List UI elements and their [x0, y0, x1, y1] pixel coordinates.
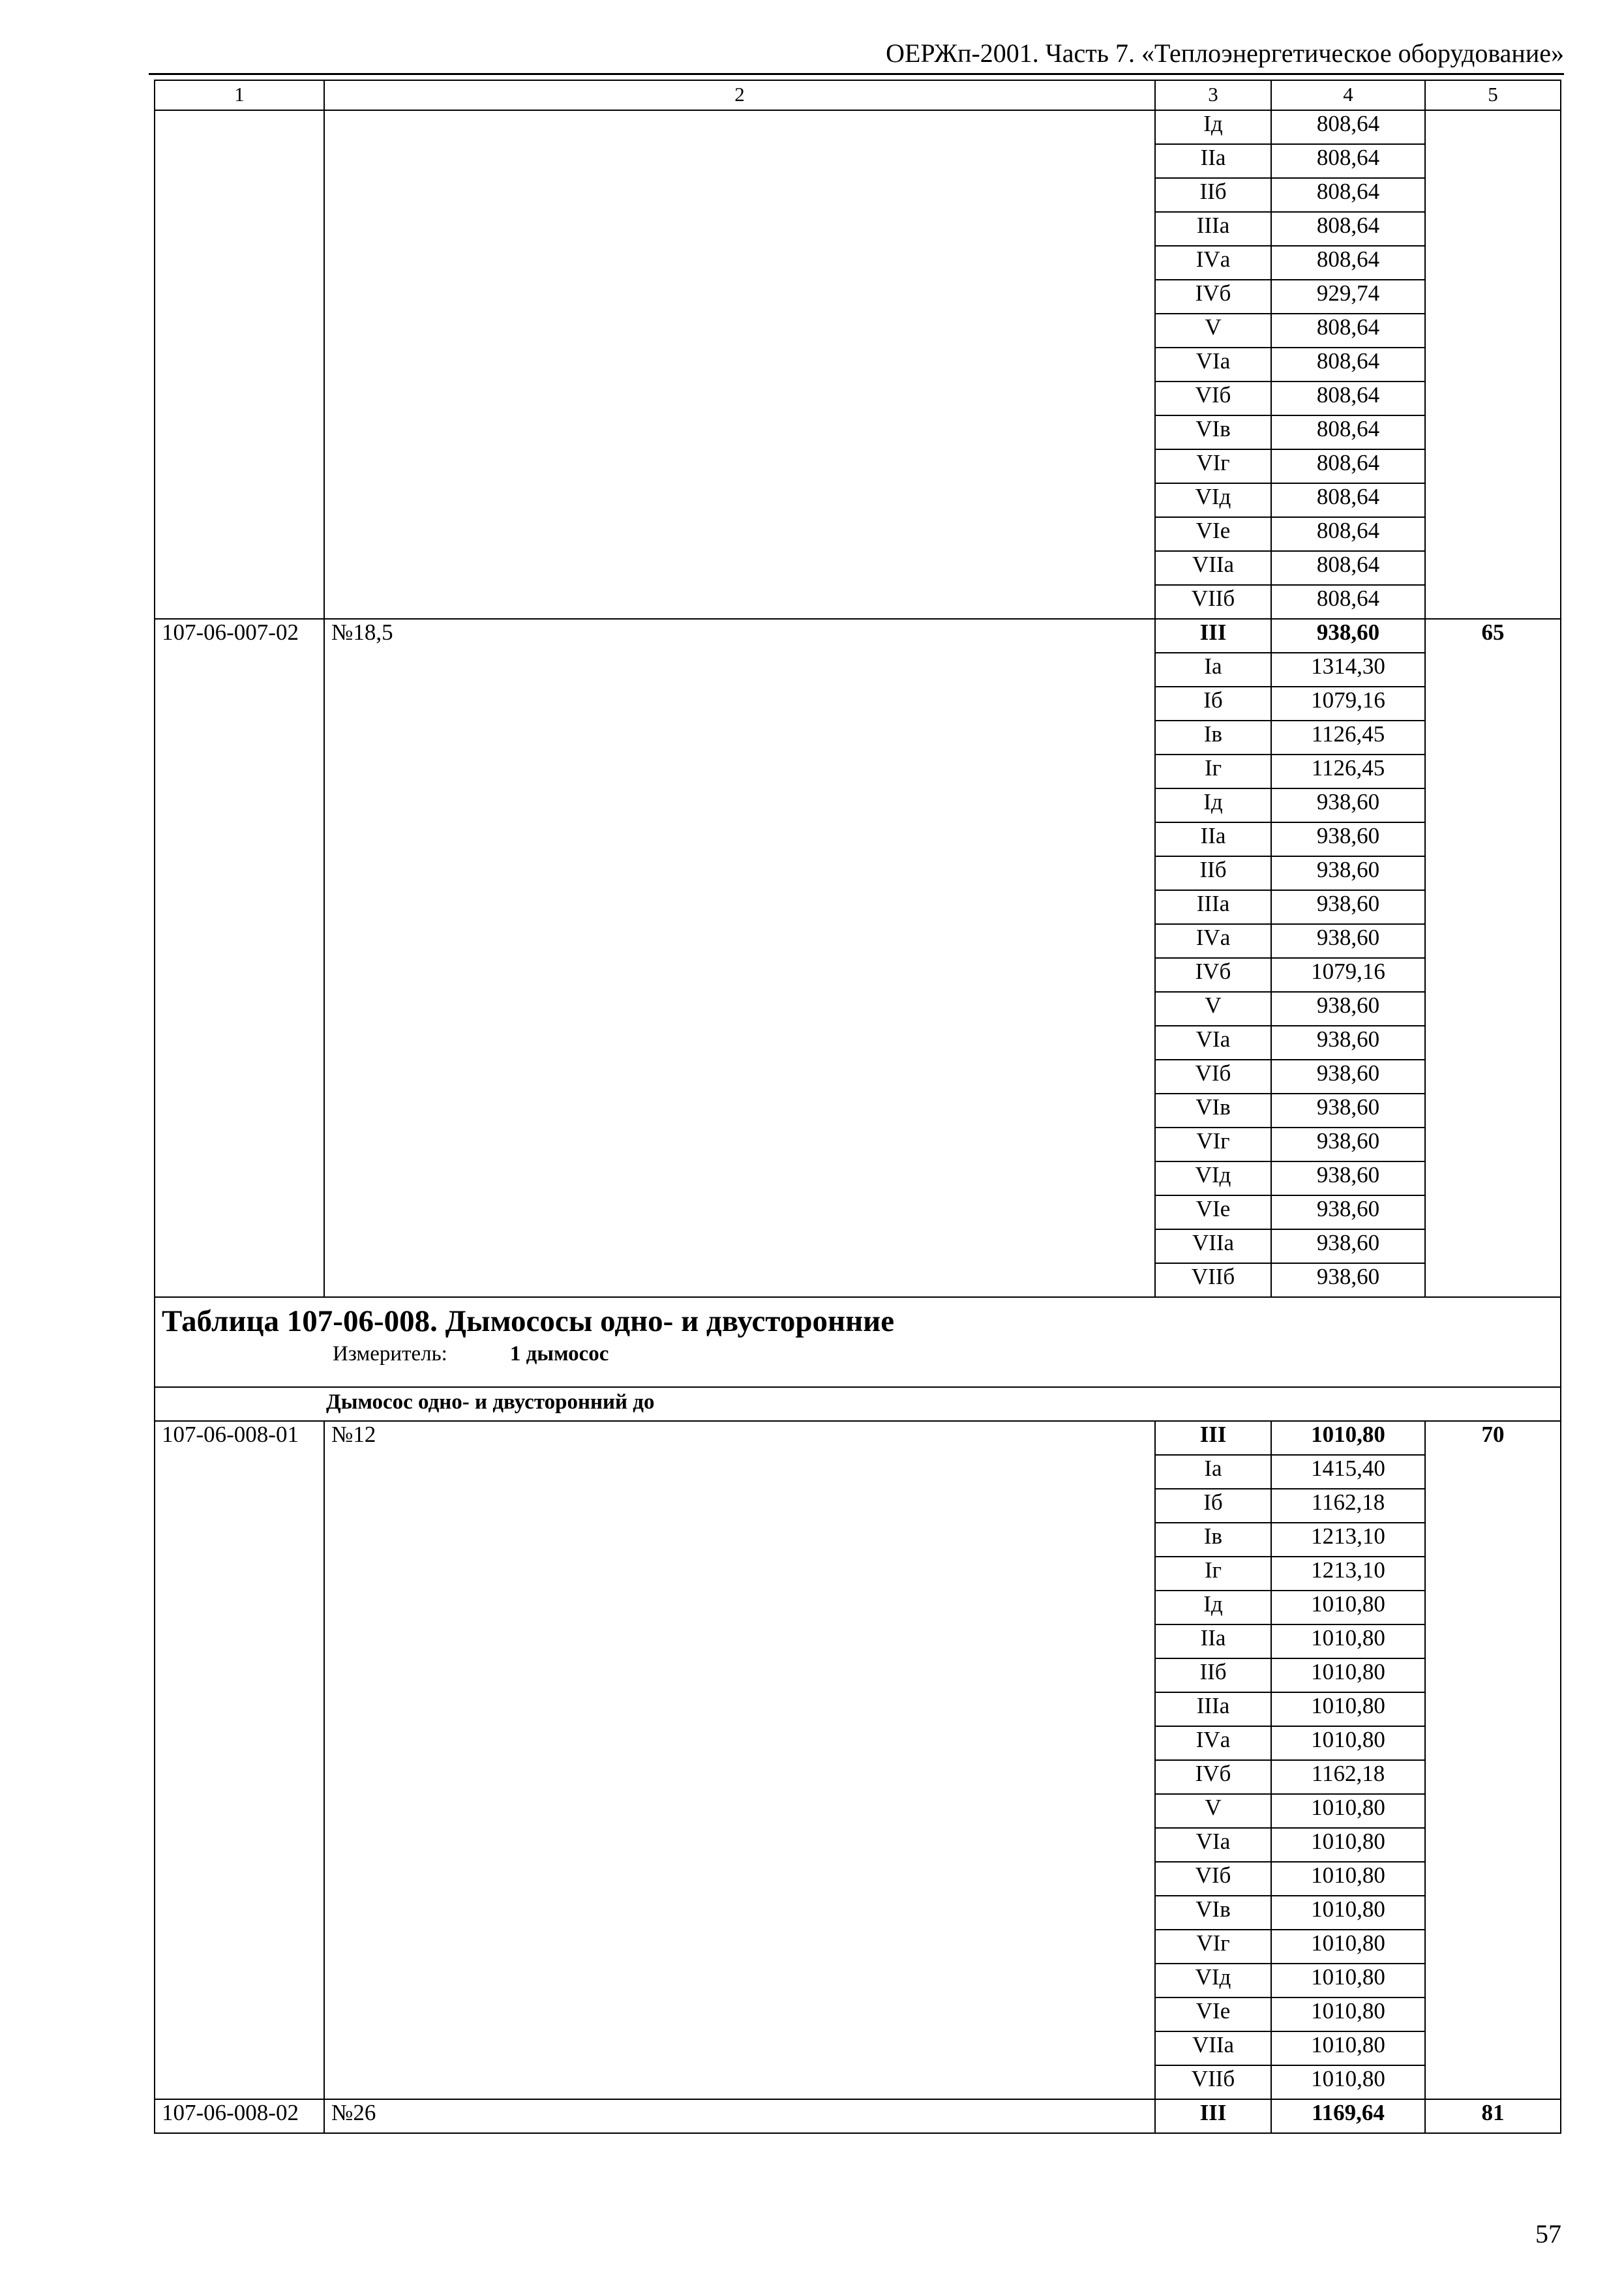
table-title-cell [155, 1297, 1561, 1387]
rate-value: 1010,80 [1271, 1692, 1425, 1726]
zone-code: Iв [1155, 721, 1271, 755]
rate-name: №26 [324, 2099, 1155, 2133]
rate-value: 808,64 [1271, 483, 1425, 517]
rates-table [154, 80, 1561, 2134]
zone-code: IVа [1155, 1726, 1271, 1760]
column-number: 3 [1155, 80, 1271, 110]
zone-code: VIа [1155, 348, 1271, 382]
zone-code: Iд [1155, 788, 1271, 822]
table-row [155, 1421, 1561, 1455]
rate-value: 1079,16 [1271, 958, 1425, 992]
zone-code: VIб [1155, 382, 1271, 415]
rate-value: 938,60 [1271, 1026, 1425, 1060]
rate-name: №12 [324, 1421, 1155, 2099]
column-number: 2 [324, 80, 1155, 110]
zone-code: VIа [1155, 1828, 1271, 1862]
rate-code: 107-06-008-01 [155, 1421, 324, 2099]
rate-value: 1010,80 [1271, 1658, 1425, 1692]
rate-value: 1010,80 [1271, 2065, 1425, 2099]
rate-value: 808,64 [1271, 246, 1425, 280]
rate-code [155, 110, 324, 619]
zone-code: Iд [1155, 110, 1271, 144]
rate-value: 1126,45 [1271, 755, 1425, 788]
zone-code: Iг [1155, 1557, 1271, 1591]
rate-value: 938,60 [1271, 1195, 1425, 1229]
zone-code: VIIа [1155, 1229, 1271, 1263]
zone-code: VIд [1155, 1964, 1271, 1997]
rate-value: 938,60 [1271, 822, 1425, 856]
zone-code: VIд [1155, 1161, 1271, 1195]
zone-code: VIв [1155, 1896, 1271, 1930]
rate-value: 808,64 [1271, 382, 1425, 415]
zone-code: Iа [1155, 1455, 1271, 1489]
page-number: 57 [1535, 2219, 1561, 2249]
zone-code: IIа [1155, 144, 1271, 178]
labor-value [1425, 110, 1561, 619]
subsection-row [155, 1387, 1561, 1421]
unit-line [162, 1339, 1554, 1368]
zone-code: VIб [1155, 1060, 1271, 1094]
zone-code: IIIа [1155, 1692, 1271, 1726]
rate-value: 808,64 [1271, 551, 1425, 585]
zone-code: VIа [1155, 1026, 1271, 1060]
rate-value: 808,64 [1271, 110, 1425, 144]
rate-value: 1010,80 [1271, 1421, 1425, 1455]
rate-value: 1010,80 [1271, 1862, 1425, 1896]
zone-code: VIIа [1155, 551, 1271, 585]
zone-code: IIб [1155, 1658, 1271, 1692]
rate-value: 1010,80 [1271, 1794, 1425, 1828]
zone-code: Iв [1155, 1523, 1271, 1557]
rate-value: 938,60 [1271, 1060, 1425, 1094]
zone-code: V [1155, 314, 1271, 348]
zone-code: IVб [1155, 1760, 1271, 1794]
zone-code: Iа [1155, 653, 1271, 687]
rate-value: 938,60 [1271, 992, 1425, 1026]
zone-code: IVб [1155, 280, 1271, 314]
zone-code: IIIа [1155, 212, 1271, 246]
rate-value: 1162,18 [1271, 1760, 1425, 1794]
rate-name: №18,5 [324, 619, 1155, 1297]
zone-code: IVа [1155, 924, 1271, 958]
zone-code: VIе [1155, 1997, 1271, 2031]
zone-code: VIIб [1155, 1263, 1271, 1297]
zone-code: Iд [1155, 1591, 1271, 1624]
labor-value: 65 [1425, 619, 1561, 1297]
rate-value: 1010,80 [1271, 2031, 1425, 2065]
zone-code: VIб [1155, 1862, 1271, 1896]
zone-code: VIв [1155, 1094, 1271, 1128]
rate-value: 1010,80 [1271, 1726, 1425, 1760]
rate-value: 1010,80 [1271, 1964, 1425, 1997]
zone-code: VIг [1155, 1128, 1271, 1161]
zone-code: IVа [1155, 246, 1271, 280]
labor-value: 70 [1425, 1421, 1561, 2099]
zone-code: Iг [1155, 755, 1271, 788]
column-number: 5 [1425, 80, 1561, 110]
table-title-row [155, 1297, 1561, 1387]
rate-value: 1126,45 [1271, 721, 1425, 755]
rate-value: 938,60 [1271, 1094, 1425, 1128]
rate-name [324, 110, 1155, 619]
zone-code: V [1155, 992, 1271, 1026]
rate-value: 938,60 [1271, 924, 1425, 958]
rate-value: 808,64 [1271, 178, 1425, 212]
column-number: 1 [155, 80, 324, 110]
rate-value: 1213,10 [1271, 1557, 1425, 1591]
rate-code: 107-06-008-02 [155, 2099, 324, 2133]
zone-code: VIг [1155, 1930, 1271, 1964]
rate-value: 1415,40 [1271, 1455, 1425, 1489]
rate-value: 808,64 [1271, 144, 1425, 178]
rate-value: 1169,64 [1271, 2099, 1425, 2133]
rate-value: 808,64 [1271, 212, 1425, 246]
zone-code: Iб [1155, 687, 1271, 721]
rate-value: 938,60 [1271, 619, 1425, 653]
rate-value: 1010,80 [1271, 1997, 1425, 2031]
unit-label: Измеритель: [333, 1342, 447, 1366]
zone-code: VIIб [1155, 2065, 1271, 2099]
zone-code: III [1155, 619, 1271, 653]
table-row [155, 110, 1561, 144]
zone-code: IIб [1155, 178, 1271, 212]
rate-value: 938,60 [1271, 1229, 1425, 1263]
zone-code: IIа [1155, 1624, 1271, 1658]
column-number-row [155, 80, 1561, 110]
page-header-title: ОЕРЖп-2001. Часть 7. «Теплоэнергетическое оборудование» [886, 38, 1564, 68]
zone-code: V [1155, 1794, 1271, 1828]
rate-code: 107-06-007-02 [155, 619, 324, 1297]
rate-value: 1010,80 [1271, 1930, 1425, 1964]
column-number: 4 [1271, 80, 1425, 110]
rate-value: 808,64 [1271, 449, 1425, 483]
labor-value: 81 [1425, 2099, 1561, 2133]
rate-value: 938,60 [1271, 856, 1425, 890]
zone-code: III [1155, 2099, 1271, 2133]
zone-code: IIб [1155, 856, 1271, 890]
zone-code: VIIб [1155, 585, 1271, 619]
table-row [155, 2099, 1561, 2133]
rate-value: 1010,80 [1271, 1896, 1425, 1930]
rate-value: 1314,30 [1271, 653, 1425, 687]
rate-value: 1010,80 [1271, 1624, 1425, 1658]
rate-value: 938,60 [1271, 1263, 1425, 1297]
zone-code: IVб [1155, 958, 1271, 992]
zone-code: VIв [1155, 415, 1271, 449]
rate-value: 808,64 [1271, 314, 1425, 348]
rate-value: 808,64 [1271, 585, 1425, 619]
subsection-title: Дымосос одно- и двусторонний до [155, 1387, 1561, 1421]
zone-code: VIе [1155, 517, 1271, 551]
table-row [155, 619, 1561, 653]
rate-value: 1213,10 [1271, 1523, 1425, 1557]
rate-value: 1162,18 [1271, 1489, 1425, 1523]
zone-code: IIа [1155, 822, 1271, 856]
zone-code: VIг [1155, 449, 1271, 483]
rate-value: 929,74 [1271, 280, 1425, 314]
zone-code: VIд [1155, 483, 1271, 517]
zone-code: VIе [1155, 1195, 1271, 1229]
rate-value: 1010,80 [1271, 1828, 1425, 1862]
rate-value: 938,60 [1271, 890, 1425, 924]
header-rule [149, 73, 1564, 75]
zone-code: Iб [1155, 1489, 1271, 1523]
rate-value: 1010,80 [1271, 1591, 1425, 1624]
rate-value: 808,64 [1271, 517, 1425, 551]
table-title: Таблица 107-06-008. Дымососы одно- и двусторонние [162, 1304, 895, 1338]
unit-value: 1 дымосос [509, 1342, 609, 1366]
zone-code: III [1155, 1421, 1271, 1455]
zone-code: VIIа [1155, 2031, 1271, 2065]
zone-code: IIIа [1155, 890, 1271, 924]
rate-value: 938,60 [1271, 1128, 1425, 1161]
rate-value: 808,64 [1271, 415, 1425, 449]
rate-value: 938,60 [1271, 1161, 1425, 1195]
rate-value: 808,64 [1271, 348, 1425, 382]
rate-value: 938,60 [1271, 788, 1425, 822]
rate-value: 1079,16 [1271, 687, 1425, 721]
